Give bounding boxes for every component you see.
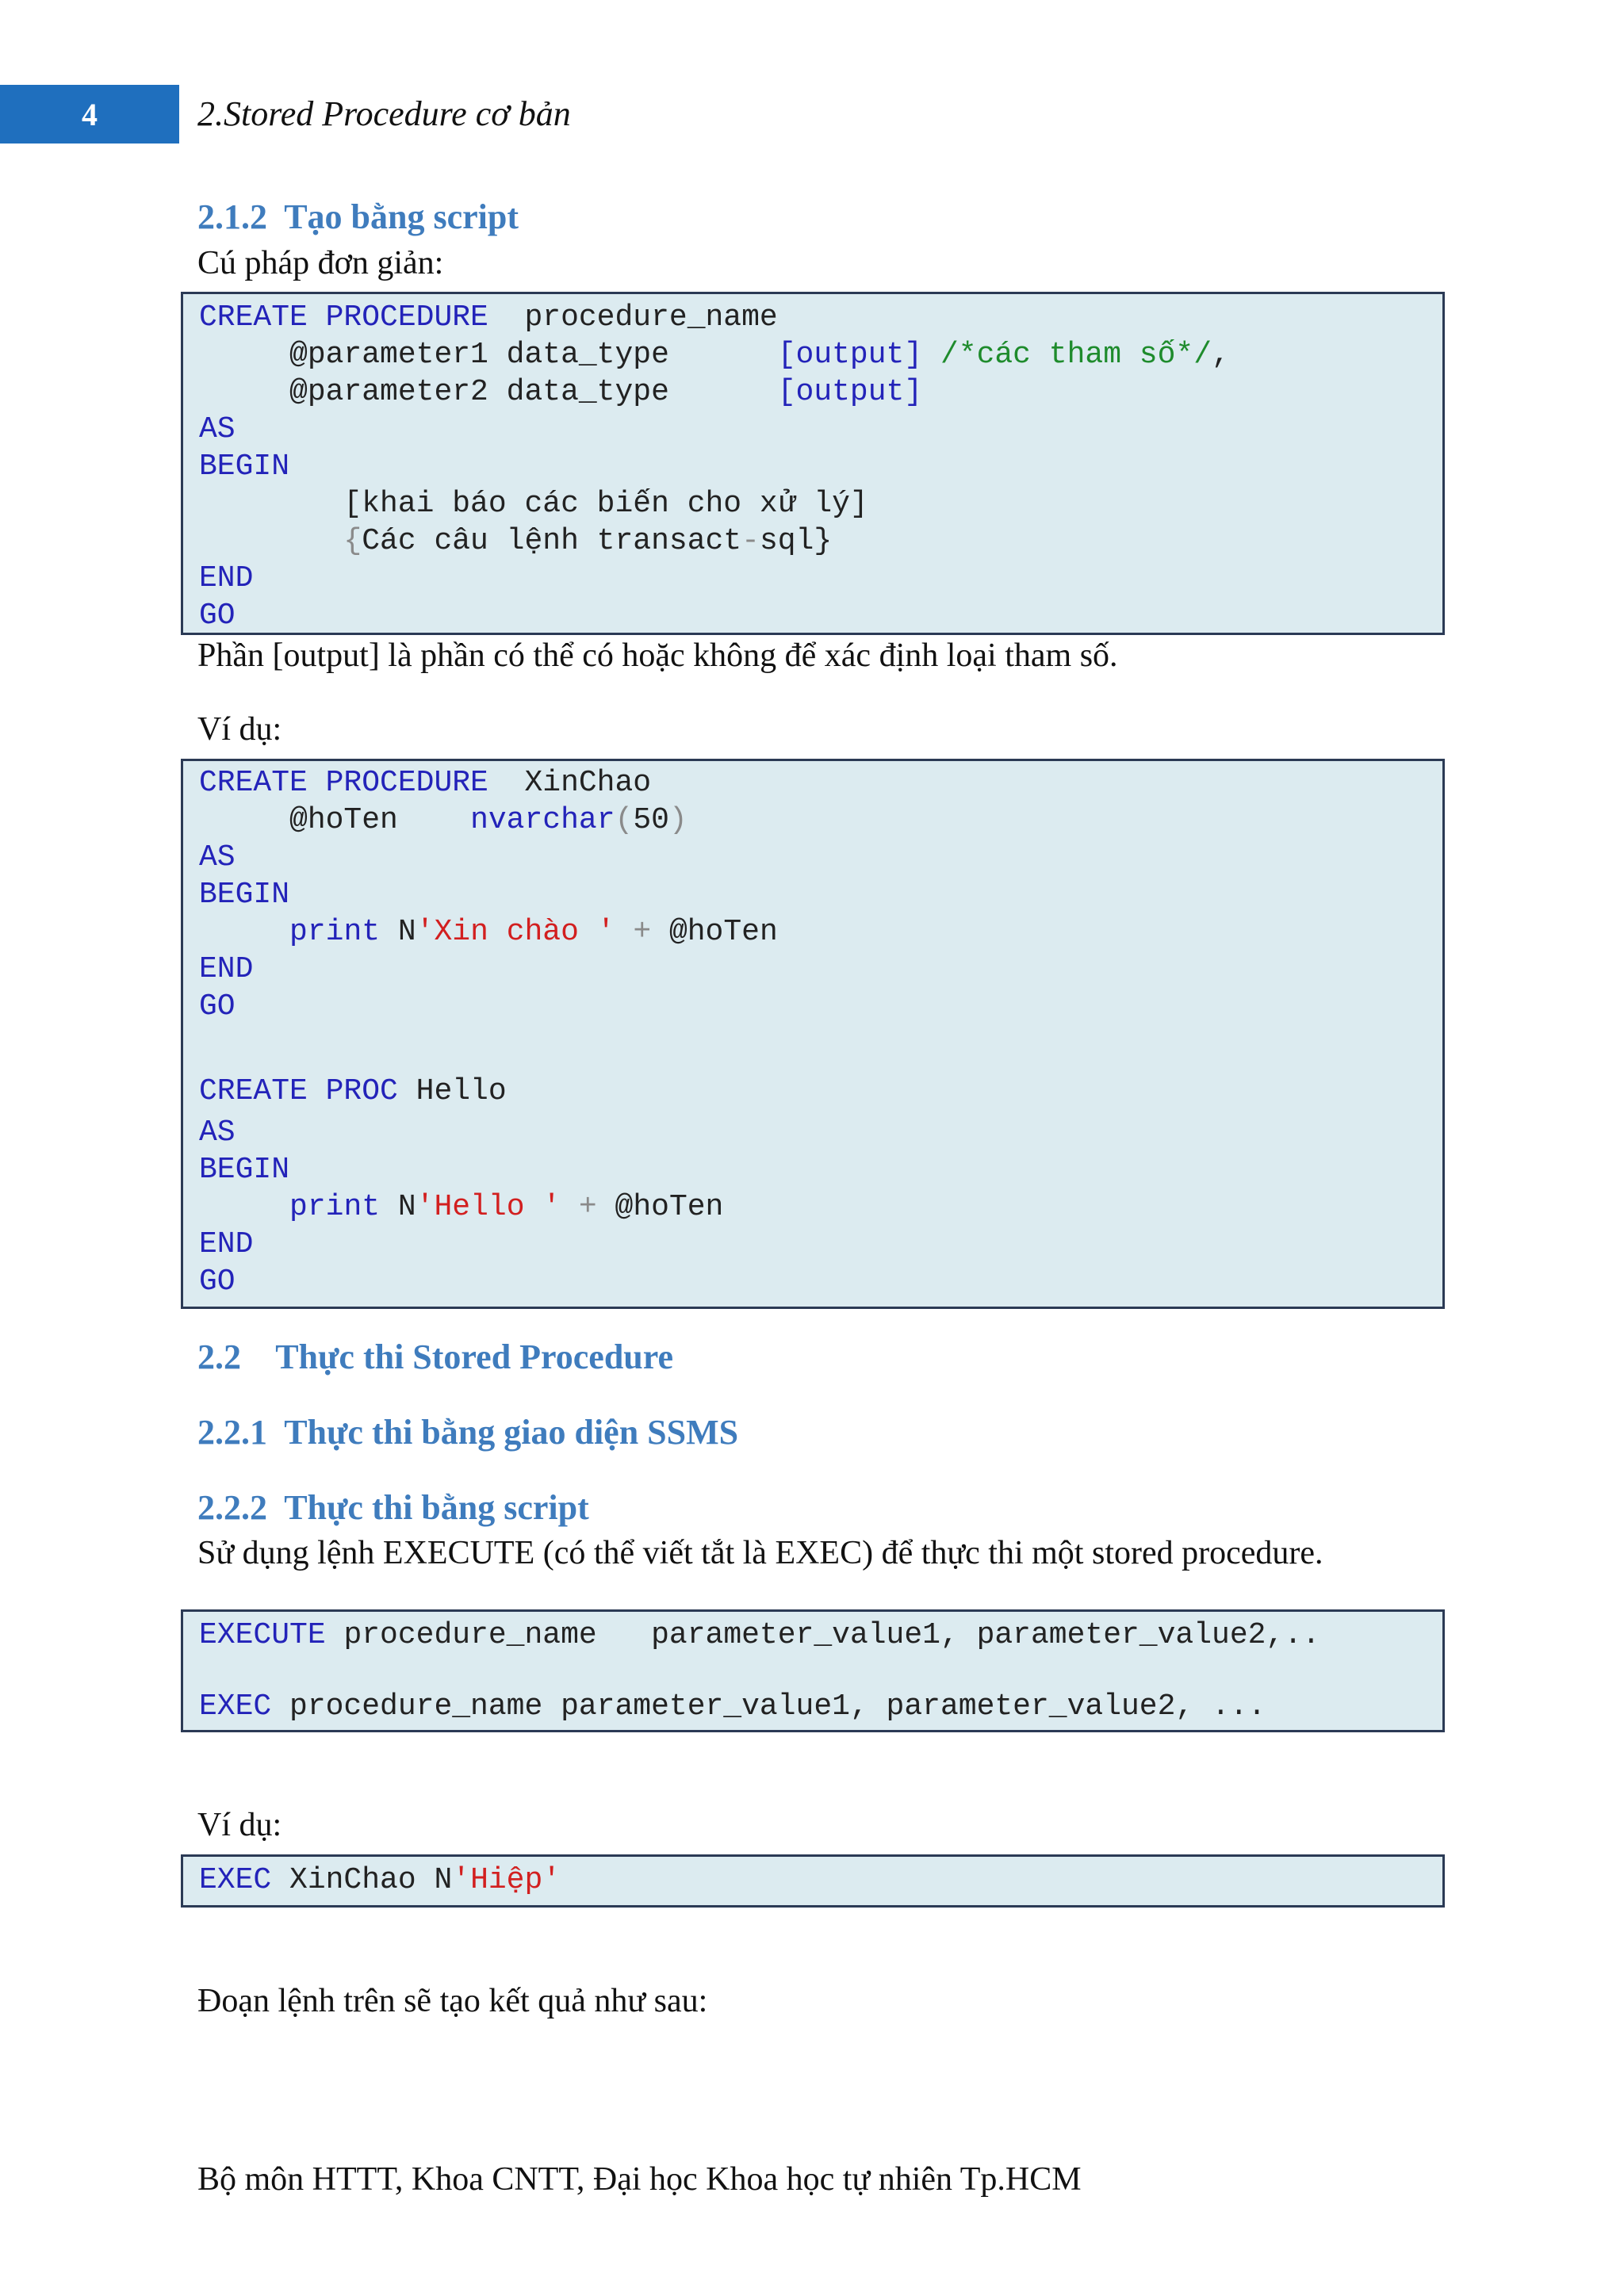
code-text: @hoTen xyxy=(199,803,471,837)
section-heading-2-2: 2.2 Thực thi Stored Procedure xyxy=(197,1337,674,1376)
code-text: N xyxy=(380,1190,416,1224)
code-line-e2 xyxy=(199,1689,1266,1724)
output-note: Phần [output] là phần có thể có hoặc không để xác định loại tham số. xyxy=(197,637,1118,674)
syntax-label: Cú pháp đơn giản: xyxy=(197,245,444,281)
code-line-4: AS xyxy=(199,412,236,446)
code-line-5: BEGIN xyxy=(199,450,290,484)
code-operator: ) xyxy=(668,803,688,837)
code-keyword: nvarchar xyxy=(470,803,615,837)
code-text: XinChao N xyxy=(271,1863,453,1897)
code-text: @parameter2 data_type xyxy=(199,375,778,409)
section-heading-2-1-2: 2.1.2 Tạo bằng script xyxy=(197,197,519,236)
code-line-3 xyxy=(199,375,922,409)
code-keyword: print xyxy=(289,915,381,949)
code-keyword: CREATE PROCEDURE xyxy=(199,766,488,800)
code-indent xyxy=(199,915,289,949)
section-heading-2-2-2: 2.2.2 Thực thi bằng script xyxy=(197,1488,589,1527)
code-line-7 xyxy=(199,524,832,558)
code-line-a5 xyxy=(199,915,778,949)
page-number: 4 xyxy=(0,85,179,144)
code-line-2 xyxy=(199,338,1230,372)
code-comment: /*các tham số*/ xyxy=(922,338,1212,372)
code-line-9: GO xyxy=(199,599,236,633)
code-line-a3: AS xyxy=(199,840,236,874)
running-header-title: 2.Stored Procedure cơ bản xyxy=(197,94,571,133)
code-line-8: END xyxy=(199,561,254,595)
code-operator: { xyxy=(199,524,362,558)
code-string: 'Hiệp' xyxy=(452,1863,561,1897)
code-line-b4 xyxy=(199,1190,723,1224)
code-line-1 xyxy=(199,300,778,335)
code-text: N xyxy=(380,915,416,949)
code-text: Các câu lệnh transact xyxy=(362,524,742,558)
code-text: 50 xyxy=(633,803,669,837)
code-keyword: EXEC xyxy=(199,1689,272,1724)
code-line-6: [khai báo các biến cho xử lý] xyxy=(199,487,868,521)
code-keyword: EXECUTE xyxy=(199,1618,326,1652)
page-footer: Bộ môn HTTT, Khoa CNTT, Đại học Khoa học tự nhiên Tp.HCM xyxy=(197,2161,1082,2198)
code-line-b3: BEGIN xyxy=(199,1153,290,1187)
example-code-block-1 xyxy=(181,759,1445,1309)
code-line-b2: AS xyxy=(199,1115,236,1150)
code-keyword: print xyxy=(289,1190,381,1224)
code-text: XinChao xyxy=(488,766,652,800)
syntax-code-block xyxy=(181,292,1445,635)
code-text: @hoTen xyxy=(615,1190,724,1224)
example-label-2: Ví dụ: xyxy=(197,1807,282,1843)
code-text: procedure_name parameter_value1, parameter_value2,.. xyxy=(325,1618,1320,1652)
code-operator: ( xyxy=(615,803,634,837)
code-operator: - xyxy=(741,524,760,558)
code-text: procedure_name parameter_value1, parameter_value2, ... xyxy=(271,1689,1266,1724)
code-text: @parameter1 data_type xyxy=(199,338,778,372)
code-text: Hello xyxy=(397,1074,507,1108)
code-keyword: [output] xyxy=(777,338,923,372)
code-line-a2 xyxy=(199,803,688,837)
code-text: procedure_name xyxy=(488,300,778,335)
code-text: , xyxy=(1212,338,1230,372)
code-line-b6: GO xyxy=(199,1265,236,1299)
code-keyword: [output] xyxy=(777,375,923,409)
code-string: 'Xin chào ' xyxy=(416,915,615,949)
code-line-a6: END xyxy=(199,952,254,986)
code-text: sql xyxy=(759,524,814,558)
code-text: @hoTen xyxy=(668,915,778,949)
execute-intro: Sử dụng lệnh EXECUTE (có thể viết tắt là EXEC) để thực thi một stored procedure. xyxy=(197,1535,1323,1571)
code-string: 'Hello ' xyxy=(416,1190,561,1224)
code-line-e1 xyxy=(199,1618,1320,1652)
code-operator: + xyxy=(615,915,669,949)
code-text: } xyxy=(814,524,833,558)
code-keyword: EXEC xyxy=(199,1863,272,1897)
code-line-a7: GO xyxy=(199,989,236,1024)
code-line-x1 xyxy=(199,1863,561,1897)
code-line-a4: BEGIN xyxy=(199,878,290,912)
code-operator: + xyxy=(561,1190,615,1224)
code-keyword: CREATE PROC xyxy=(199,1074,398,1108)
example-code-block-2 xyxy=(181,1854,1445,1908)
example-label-1: Ví dụ: xyxy=(197,711,282,748)
code-indent xyxy=(199,1190,289,1224)
code-line-b5: END xyxy=(199,1227,254,1261)
result-text: Đoạn lệnh trên sẽ tạo kết quả như sau: xyxy=(197,1983,708,2019)
code-line-a1 xyxy=(199,766,651,800)
code-keyword: CREATE PROCEDURE xyxy=(199,300,488,335)
code-line-b1 xyxy=(199,1074,507,1108)
section-heading-2-2-1: 2.2.1 Thực thi bằng giao diện SSMS xyxy=(197,1413,739,1452)
execute-code-block xyxy=(181,1609,1445,1732)
